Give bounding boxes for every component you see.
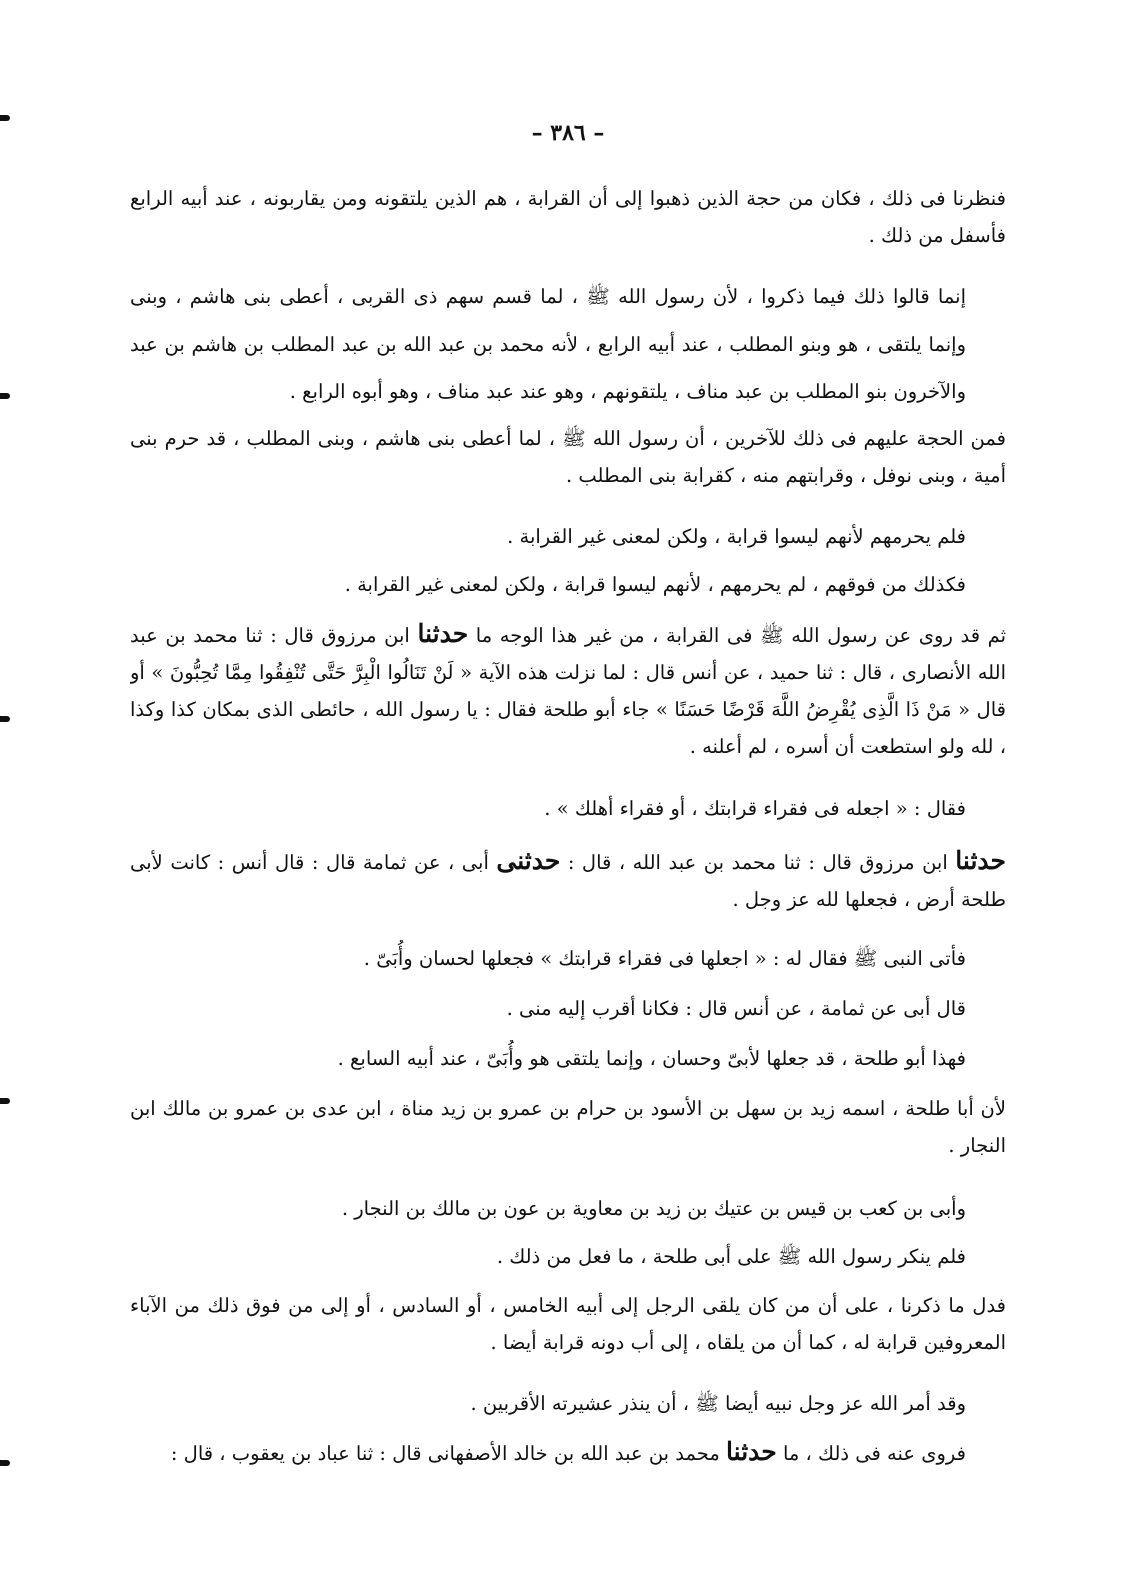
- paragraph: وإنما يلتقى ، هو وبنو المطلب ، عند أبيه الرابع ، لأنه محمد بن عبد الله بن عبد المطلب بن هاشم بن عبد: [130, 333, 966, 356]
- paragraph: إنما قالوا ذلك فيما ذكروا ، لأن رسول الله ﷺ ، لما قسم سهم ذى القربى ، أعطى بنى هاشم ، وبنى: [130, 285, 966, 308]
- paragraph: فقال : « اجعله فى فقراء قرابتك ، أو فقراء أهلك » .: [544, 797, 966, 820]
- paragraph: فلم ينكر رسول الله ﷺ على أبى طلحة ، ما فعل من ذلك .: [496, 1245, 966, 1268]
- paragraph: فمن الحجة عليهم فى ذلك للآخرين ، أن رسول الله ﷺ ، لما أعطى بنى هاشم ، وبنى المطلب ، قد حرم بنى أمية ، وبنى نوفل ، وقرابتهم منه ، كقرابة بنى المطلب .: [130, 427, 1006, 487]
- haddathana-word: حدثنا: [726, 1437, 777, 1466]
- page-number: – ٣٨٦ –: [531, 120, 605, 146]
- margin-mark: [0, 1098, 10, 1104]
- paragraph: والآخرون بنو المطلب بن عبد مناف ، يلتقونهم ، وهو عند عبد مناف ، وهو أبوه الرابع .: [289, 380, 966, 403]
- paragraph: فهذا أبو طلحة ، قد جعلها لأبىّ وحسان ، وإنما يلتقى هو وأُبَىّ ، عند أبيه السابع .: [337, 1047, 966, 1070]
- paragraph-continuation: ابن مرزوق قال : ثنا محمد بن عبد الله الأنصارى ، قال : ثنا حميد ، عن أنس قال : لما نزلت هذه الآية « لَنْ تَنَالُوا الْبِرَّ حَتَّى تُنْفِقُوا مِمَّا تُحِبُّونَ » أو قال « مَنْ ذَا الَّذِى يُقْرِضُ اللَّهَ قَرْضًا حَسَنًا » جاء أبو طلحة فقال : يا رسول الله ، حائطى الذى بمكان كذا وكذا ، لله ولو استطعت أن أسره ، لم أعلنه .: [130, 624, 1006, 758]
- paragraph-hadith-1: [130, 615, 1006, 765]
- haddathani-word: حدثنى: [496, 846, 561, 875]
- paragraph: فنظرنا فى ذلك ، فكان من حجة الذين ذهبوا إلى أن القرابة ، هم الذين يلتقونه ومن يقاربونه ، عند أبيه الرابع فأسفل من ذلك .: [130, 187, 1006, 247]
- paragraph: قال أبى عن ثمامة ، عن أنس قال : فكانا أقرب إليه منى .: [506, 997, 966, 1020]
- paragraph: فدل ما ذكرنا ، على أن من كان يلقى الرجل إلى أبيه الخامس ، أو السادس ، أو إلى من فوق ذلك من الآباء المعروفين قرابة له ، كما أن من يلقاه ، إلى أب دونه قرابة أيضا .: [130, 1294, 1006, 1354]
- paragraph-hadith-2: [130, 842, 1006, 920]
- margin-mark: [0, 393, 10, 399]
- paragraph: فأتى النبى ﷺ فقال له : « اجعلها فى فقراء قرابتك » فجعلها لحسان وأُبَىّ .: [363, 947, 966, 970]
- paragraph-part: ابن مرزوق قال : ثنا محمد بن عبد الله ، قال :: [567, 851, 948, 874]
- paragraph-part: فروى عنه فى ذلك ، ما: [782, 1442, 966, 1465]
- paragraph: لأن أبا طلحة ، اسمه زيد بن سهل بن الأسود بن حرام بن عمرو بن زيد مناة ، ابن عدى بن عمرو بن مالك ابن النجار .: [130, 1097, 1006, 1157]
- paragraph: فلم يحرمهم لأنهم ليسوا قرابة ، ولكن لمعنى غير القرابة .: [507, 525, 966, 548]
- paragraph-part: محمد بن عبد الله بن خالد الأصفهانى قال : ثنا عباد بن يعقوب ، قال :: [170, 1442, 720, 1465]
- paragraph-intro: ثم قد روى عن رسول الله ﷺ فى القرابة ، من غير هذا الوجه ما: [475, 624, 1006, 647]
- paragraph: وأبى بن كعب بن قيس بن عتيك بن زيد بن معاوية بن عون بن مالك بن النجار .: [341, 1197, 966, 1220]
- haddathana-word: حدثنا: [955, 846, 1006, 875]
- paragraph-part: أبى ، عن ثمامة قال : قال أنس : كانت لأبى طلحة أرض ، فجعلها لله عز وجل .: [130, 851, 1006, 911]
- haddathana-word: حدثنا: [417, 619, 469, 648]
- paragraph-last: [130, 1433, 966, 1473]
- margin-mark: [0, 1460, 10, 1466]
- paragraph: وقد أمر الله عز وجل نبيه أيضا ﷺ ، أن ينذر عشيرته الأقربين .: [470, 1392, 966, 1415]
- margin-mark: [0, 716, 10, 722]
- paragraph: فكذلك من فوقهم ، لم يحرمهم ، لأنهم ليسوا قرابة ، ولكن لمعنى غير القرابة .: [344, 573, 966, 596]
